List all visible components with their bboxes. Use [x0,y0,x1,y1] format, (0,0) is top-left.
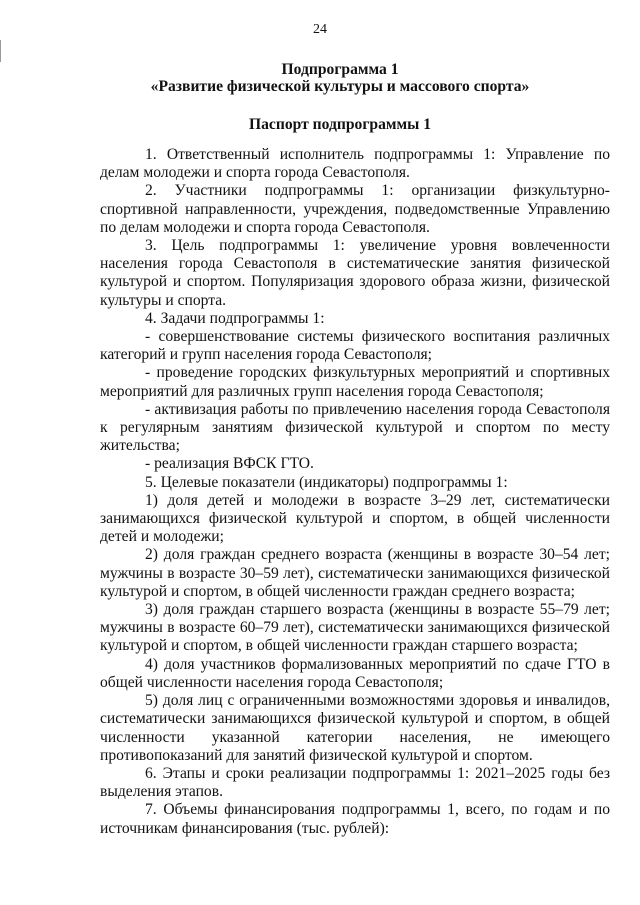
indicator-item: 2) доля граждан среднего возраста (женщины в возрасте 30–54 лет; мужчины в возрасте 30–59 лет), систематически занимающихся физической культурой и спортом, в общей численности граждан среднего возраста; [100,546,610,600]
document-body [100,146,610,838]
task-item: - реализация ВФСК ГТО. [145,455,314,473]
paragraph-financing: 7. Объемы финансирования подпрограммы 1, всего, по годам и по источникам финансирования (тыс. рублей): [100,801,610,837]
subprogram-subtitle: «Развитие физической культуры и массового спорта» [150,78,530,95]
paragraph-stages-terms: 6. Этапы и сроки реализации подпрограммы 1: 2021–2025 годы без выделения этапов. [100,764,610,801]
paragraph-indicators-heading: 5. Целевые показатели (индикаторы) подпрограммы 1: [145,473,508,491]
paragraph-responsible-executor: 1. Ответственный исполнитель подпрограммы 1: Управление по делам молодежи и спорта города Севастополя. [100,146,610,182]
passport-title: Паспорт подпрограммы 1 [249,116,431,133]
paragraph-goal: 3. Цель подпрограммы 1: увеличение уровня вовлеченности населения города Севастополя в систематические занятия физической культурой и спортом. Популяризация здорового образа жизни, физической культуры и спорта. [100,237,610,309]
paragraph-tasks-heading: 4. Задачи подпрограммы 1: [145,309,325,327]
subprogram-title: Подпрограмма 1 [281,61,399,78]
indicator-item: 3) доля граждан старшего возраста (женщины в возрасте 55–79 лет; мужчины в возрасте 60–79 лет), систематически занимающихся физической культурой и спортом, в общей численности граждан старшего возраста; [100,601,610,655]
task-item: - совершенствование системы физического воспитания различных категорий и групп населения города Севастополя; [100,328,610,364]
scan-edge-mark [0,40,1,62]
task-item: - активизация работы по привлечению населения города Севастополя к регулярным занятиям физической культурой и спортом по месту жительства; [100,400,610,455]
indicator-item: 4) доля участников формализованных мероприятий по сдаче ГТО в общей численности населения города Севастополя; [100,655,610,691]
indicator-item: 1) доля детей и молодежи в возрасте 3–29 лет, систематически занимающихся физической культурой и спортом, в общей численности детей и молодежи; [100,491,610,546]
task-item: - проведение городских физкультурных мероприятий и спортивных мероприятий для различных групп населения города Севастополя; [100,364,610,400]
page-number: 24 [313,22,327,37]
paragraph-participants: 2. Участники подпрограммы 1: организации физкультурно-спортивной направленности, учреждения, подведомственные Управлению по делам молодежи и спорта города Севастополя. [100,182,610,236]
indicator-item: 5) доля лиц с ограниченными возможностями здоровья и инвалидов, систематически занимающихся физической культурой и спортом, в общей численности указанной категории населения, не имеющего противопоказаний для занятий физической культурой и спортом. [100,692,610,764]
